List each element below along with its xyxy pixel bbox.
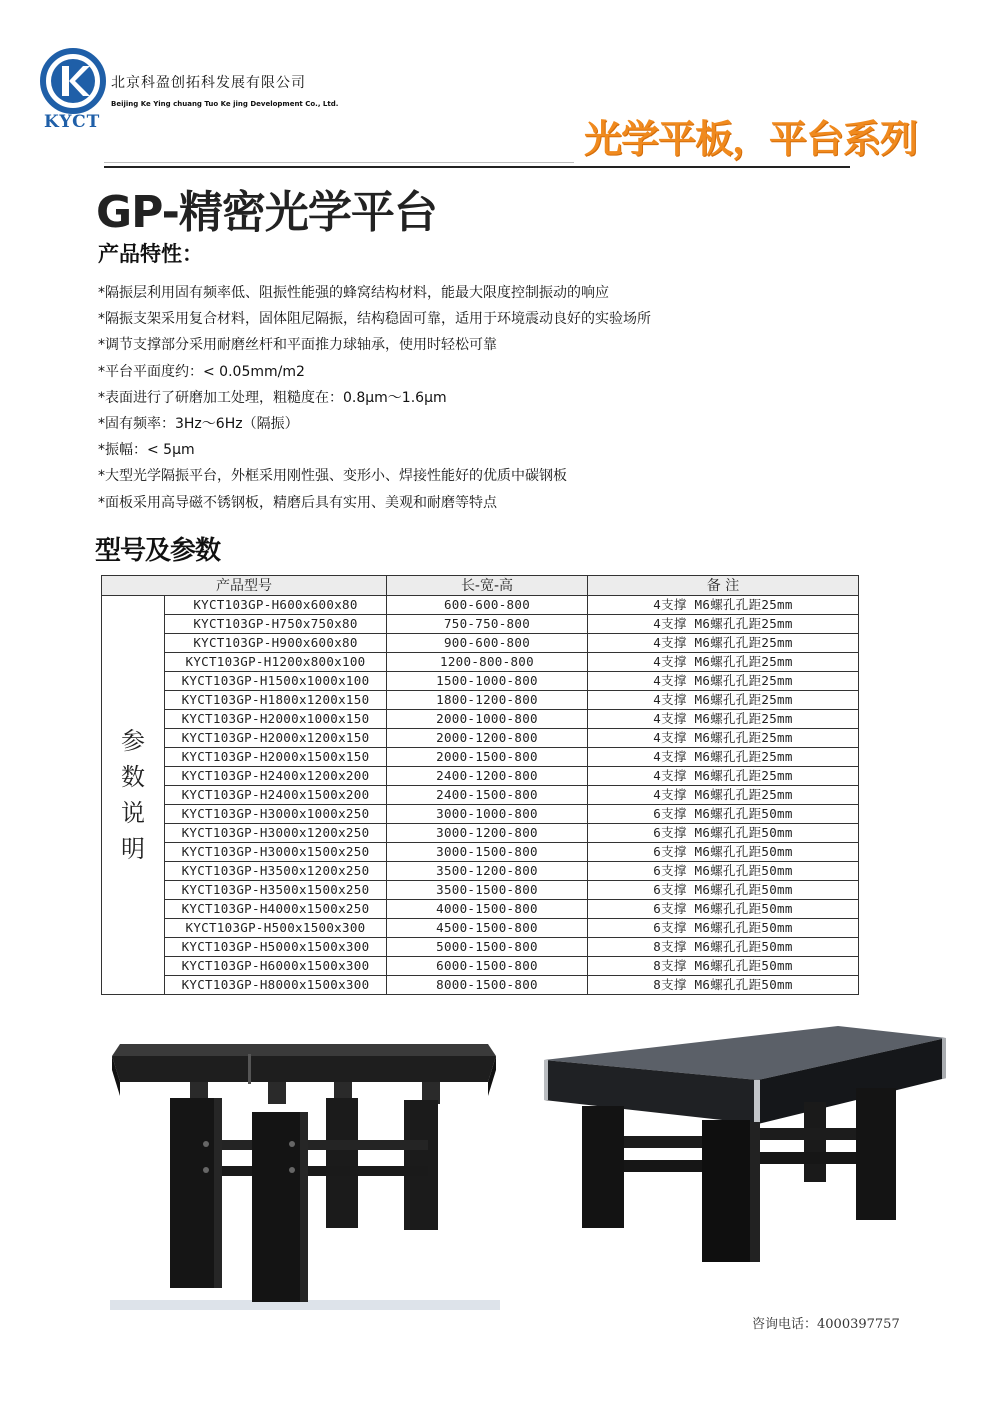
column-header-model: 产品型号 (102, 576, 387, 596)
feature-item: *大型光学隔振平台，外框采用刚性强、变形小、焊接性能好的优质中碳钢板 (98, 468, 567, 485)
cell-model: KYCT103GP-H2000x1200x150 (165, 729, 387, 748)
table-row (102, 824, 859, 843)
cell-note: 4支撑 M6螺孔孔距25mm (588, 672, 859, 691)
feature-item: *调节支撑部分采用耐磨丝杆和平面推力球轴承，使用时轻松可靠 (98, 337, 497, 354)
cell-note: 8支撑 M6螺孔孔距50mm (588, 976, 859, 995)
cell-model: KYCT103GP-H600x600x80 (165, 596, 387, 615)
cell-model: KYCT103GP-H1800x1200x150 (165, 691, 387, 710)
cell-note: 4支撑 M6螺孔孔距25mm (588, 786, 859, 805)
cell-model: KYCT103GP-H6000x1500x300 (165, 957, 387, 976)
table-row (102, 976, 859, 995)
cell-dims: 3000-1000-800 (387, 805, 588, 824)
table-body (102, 596, 859, 995)
cell-dims: 1500-1000-800 (387, 672, 588, 691)
cell-dims: 3000-1500-800 (387, 843, 588, 862)
table-row (102, 729, 859, 748)
cell-model: KYCT103GP-H900x600x80 (165, 634, 387, 653)
cell-note: 4支撑 M6螺孔孔距25mm (588, 748, 859, 767)
feature-item: *隔振支架采用复合材料，固体阻尼隔振，结构稳固可靠，适用于环境震动良好的实验场所 (98, 311, 651, 328)
cell-note: 4支撑 M6螺孔孔距25mm (588, 615, 859, 634)
cell-note: 6支撑 M6螺孔孔距50mm (588, 900, 859, 919)
table-row (102, 653, 859, 672)
cell-dims: 750-750-800 (387, 615, 588, 634)
table-row (102, 843, 859, 862)
cell-note: 4支撑 M6螺孔孔距25mm (588, 653, 859, 672)
table-row (102, 691, 859, 710)
feature-item: *隔振层利用固有频率低、阻振性能强的蜂窝结构材料，能最大限度控制振动的响应 (98, 285, 609, 301)
cell-note: 8支撑 M6螺孔孔距50mm (588, 957, 859, 976)
cell-dims: 900-600-800 (387, 634, 588, 653)
cell-note: 6支撑 M6螺孔孔距50mm (588, 919, 859, 938)
cell-dims: 2400-1500-800 (387, 786, 588, 805)
cell-model: KYCT103GP-H750x750x80 (165, 615, 387, 634)
table-row (102, 957, 859, 976)
feature-item: *振幅：< 5μm (98, 442, 195, 459)
table-row (102, 615, 859, 634)
cell-dims: 2400-1200-800 (387, 767, 588, 786)
cell-dims: 8000-1500-800 (387, 976, 588, 995)
table-row (102, 748, 859, 767)
cell-model: KYCT103GP-H8000x1500x300 (165, 976, 387, 995)
feature-item: *固有频率：3Hz～6Hz（隔振） (98, 416, 299, 433)
cell-model: KYCT103GP-H2400x1500x200 (165, 786, 387, 805)
feature-item: *面板采用高导磁不锈钢板，精磨后具有实用、美观和耐磨等特点 (98, 494, 497, 511)
cell-dims: 6000-1500-800 (387, 957, 588, 976)
table-row (102, 919, 859, 938)
table-row (102, 786, 859, 805)
params-heading: 型号及参数 (95, 536, 221, 566)
header-divider (104, 166, 850, 168)
cell-dims: 4500-1500-800 (387, 919, 588, 938)
feature-item: *平台平面度约：< 0.05mm/m2 (98, 363, 305, 380)
column-header-note: 备 注 (588, 576, 859, 596)
table-row (102, 862, 859, 881)
cell-note: 6支撑 M6螺孔孔距50mm (588, 843, 859, 862)
cell-dims: 2000-1500-800 (387, 748, 588, 767)
cell-model: KYCT103GP-H3000x1200x250 (165, 824, 387, 843)
table-row (102, 900, 859, 919)
cell-model: KYCT103GP-H2400x1200x200 (165, 767, 387, 786)
optical-table-photo-closed-frame (538, 1024, 948, 1270)
series-title: 光学平板，平台系列 (584, 117, 918, 161)
table-row (102, 881, 859, 900)
cell-dims: 2000-1200-800 (387, 729, 588, 748)
table-row (102, 938, 859, 957)
cell-dims: 3500-1200-800 (387, 862, 588, 881)
cell-dims: 5000-1500-800 (387, 938, 588, 957)
table-row (102, 805, 859, 824)
side-label (102, 596, 165, 995)
cell-model: KYCT103GP-H2000x1500x150 (165, 748, 387, 767)
table-row (102, 596, 859, 615)
cell-model: KYCT103GP-H3500x1500x250 (165, 881, 387, 900)
side-label-char: 说 (121, 799, 145, 827)
cell-model: KYCT103GP-H1200x800x100 (165, 653, 387, 672)
cell-note: 6支撑 M6螺孔孔距50mm (588, 805, 859, 824)
cell-dims: 3500-1500-800 (387, 881, 588, 900)
cell-model: KYCT103GP-H2000x1000x150 (165, 710, 387, 729)
cell-note: 4支撑 M6螺孔孔距25mm (588, 634, 859, 653)
contact-phone: 咨询电话：4000397757 (752, 1317, 900, 1332)
company-name-cn: 北京科盈创拓科发展有限公司 (111, 75, 306, 91)
table-row (102, 634, 859, 653)
logo-text: KYCT (44, 112, 101, 132)
company-logo-icon (38, 48, 108, 118)
table-row (102, 672, 859, 691)
cell-model: KYCT103GP-H500x1500x300 (165, 919, 387, 938)
table-header-row (102, 576, 859, 596)
feature-list (98, 280, 651, 516)
cell-note: 4支撑 M6螺孔孔距25mm (588, 729, 859, 748)
header-divider-light (104, 162, 574, 163)
cell-dims: 2000-1000-800 (387, 710, 588, 729)
cell-dims: 3000-1200-800 (387, 824, 588, 843)
cell-model: KYCT103GP-H3500x1200x250 (165, 862, 387, 881)
page-title: GP-精密光学平台 (96, 187, 437, 238)
cell-note: 6支撑 M6螺孔孔距50mm (588, 862, 859, 881)
column-header-dims: 长-宽-高 (387, 576, 588, 596)
table-row (102, 767, 859, 786)
cell-note: 4支撑 M6螺孔孔距25mm (588, 767, 859, 786)
cell-model: KYCT103GP-H1500x1000x100 (165, 672, 387, 691)
cell-model: KYCT103GP-H3000x1000x250 (165, 805, 387, 824)
cell-model: KYCT103GP-H5000x1500x300 (165, 938, 387, 957)
cell-model: KYCT103GP-H3000x1500x250 (165, 843, 387, 862)
cell-note: 4支撑 M6螺孔孔距25mm (588, 691, 859, 710)
table-row (102, 710, 859, 729)
cell-note: 6支撑 M6螺孔孔距50mm (588, 881, 859, 900)
cell-note: 4支撑 M6螺孔孔距25mm (588, 710, 859, 729)
cell-note: 8支撑 M6螺孔孔距50mm (588, 938, 859, 957)
optical-table-photo-open-frame (108, 1036, 500, 1306)
cell-note: 4支撑 M6螺孔孔距25mm (588, 596, 859, 615)
cell-dims: 4000-1500-800 (387, 900, 588, 919)
cell-dims: 600-600-800 (387, 596, 588, 615)
side-label-char: 参 (121, 727, 145, 755)
cell-dims: 1800-1200-800 (387, 691, 588, 710)
side-label-char: 明 (121, 835, 145, 863)
side-label-char: 数 (121, 763, 145, 791)
features-heading: 产品特性： (98, 242, 203, 266)
feature-item: *表面进行了研磨加工处理，粗糙度在：0.8μm～1.6μm (98, 389, 447, 406)
cell-note: 6支撑 M6螺孔孔距50mm (588, 824, 859, 843)
cell-model: KYCT103GP-H4000x1500x250 (165, 900, 387, 919)
company-name-en: Beijing Ke Ying chuang Tuo Ke jing Development Co., Ltd. (111, 100, 339, 108)
spec-table (101, 575, 859, 995)
cell-dims: 1200-800-800 (387, 653, 588, 672)
